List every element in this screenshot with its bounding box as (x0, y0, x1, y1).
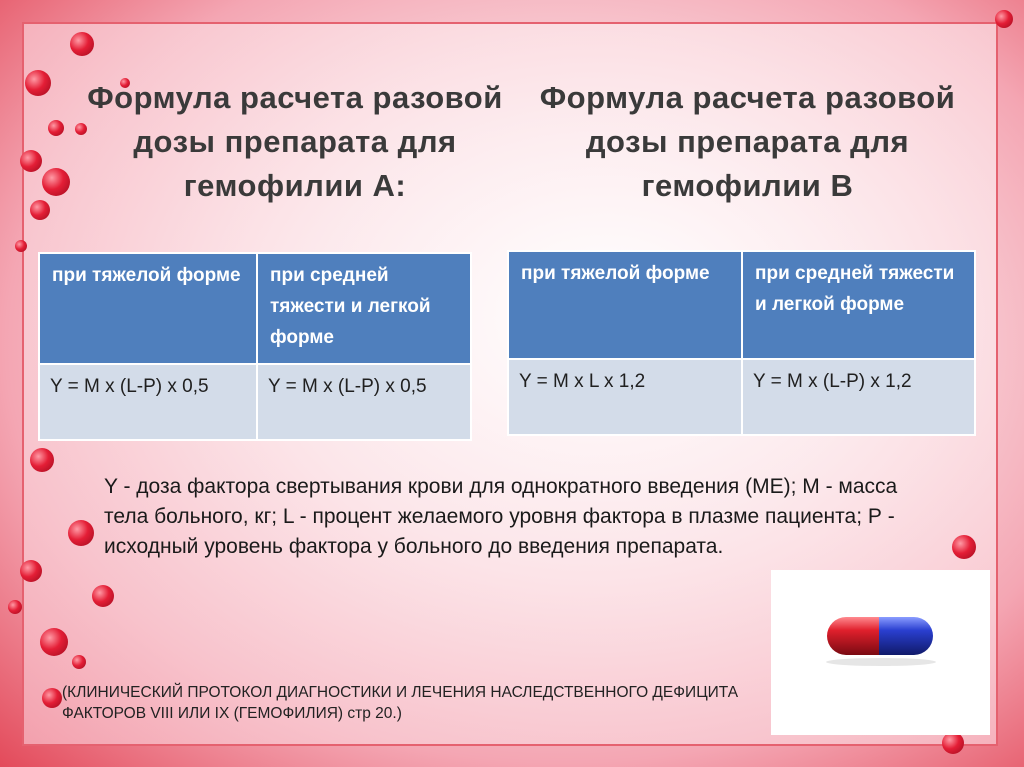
title-hemophilia-b: Формула расчета разовой дозы препарата для гемофилии В (539, 80, 956, 203)
formula-severe: Y = M x L x 1,2 (508, 359, 742, 435)
formula-legend: Y - доза фактора свертывания крови для однократного введения (МЕ); М - масса тела больного, кг; L - процент желаемого уровня фактора в плазме пациента; Р - исходный уровень фактора у больного до введения препарата. (104, 475, 898, 558)
source-citation: (КЛИНИЧЕСКИЙ ПРОТОКОЛ ДИАГНОСТИКИ И ЛЕЧЕНИЯ НАСЛЕДСТВЕННОГО ДЕФИЦИТА ФАКТОРОВ VIII ИЛИ IX (ГЕМОФИЛИЯ) стр 20.) (62, 684, 739, 722)
formula-moderate-mild: Y = M x (L-P) x 1,2 (742, 359, 975, 435)
header-severe: при тяжелой форме (508, 251, 742, 359)
header-moderate-mild: при средней тяжести и легкой форме (257, 253, 471, 364)
title-hemophilia-a: Формула расчета разовой дозы препарата для гемофилии А: (87, 80, 503, 203)
capsule-pill-icon (771, 570, 990, 735)
table-header-row (39, 253, 471, 364)
table-row (39, 364, 471, 440)
formula-moderate-mild: Y = M x (L-P) x 0,5 (257, 364, 471, 440)
dose-table-b (507, 250, 976, 436)
table-header-row (508, 251, 975, 359)
header-moderate-mild: при средней тяжести и легкой форме (742, 251, 975, 359)
dose-table-a (38, 252, 472, 441)
pill-image (771, 570, 990, 735)
header-severe: при тяжелой форме (39, 253, 257, 364)
table-row (508, 359, 975, 435)
formula-severe: Y = M x (L-P) x 0,5 (39, 364, 257, 440)
